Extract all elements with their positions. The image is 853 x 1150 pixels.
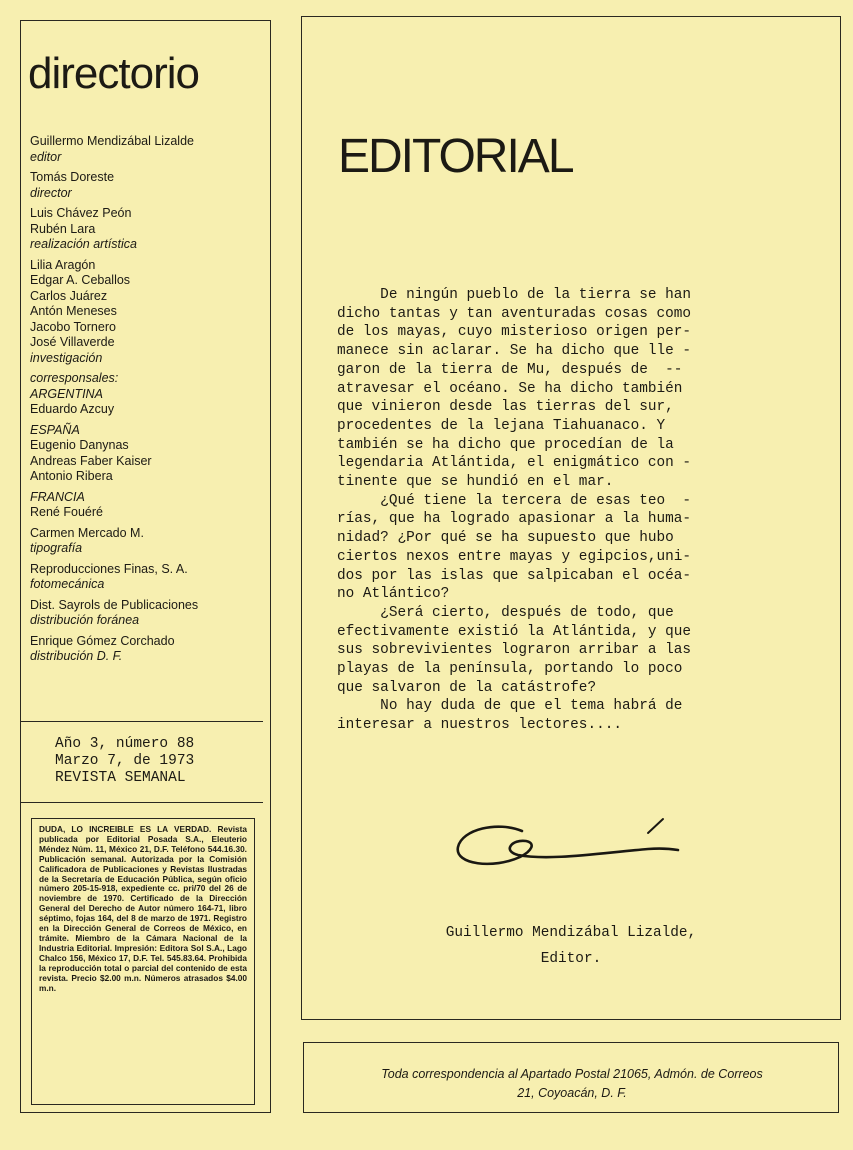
staff-name: Reproducciones Finas, S. A. <box>30 561 188 576</box>
staff-group <box>30 387 264 418</box>
correspondence-line-2: 21, Coyoacán, D. F. <box>517 1086 627 1100</box>
correspondence-text <box>304 1065 840 1103</box>
staff-group <box>30 526 264 557</box>
staff-name: Antón Meneses <box>30 304 117 318</box>
staff-role: investigación <box>30 350 103 365</box>
staff-group <box>30 562 264 593</box>
staff-role: ESPAÑA <box>30 422 80 437</box>
staff-role: distribución D. F. <box>30 649 123 663</box>
staff-name: José Villaverde <box>30 335 115 349</box>
editorial-title: EDITORIAL <box>338 130 573 183</box>
correspondence-line-1: Toda correspondencia al Apartado Postal 21065, Admón. de Correos <box>381 1067 763 1081</box>
staff-name: Antonio Ribera <box>30 469 113 483</box>
staff-role: realización artística <box>30 237 137 251</box>
staff-name: Guillermo Mendizábal Lizalde <box>30 134 194 148</box>
staff-name: Jacobo Tornero <box>30 319 116 334</box>
staff-group <box>30 134 264 165</box>
divider <box>20 802 263 803</box>
staff-group <box>30 371 264 387</box>
staff-group <box>30 170 264 201</box>
staff-name: Luis Chávez Peón <box>30 206 132 220</box>
staff-group <box>30 634 264 665</box>
staff-name: Andreas Faber Kaiser <box>30 453 152 468</box>
staff-name: Dist. Sayrols de Publicaciones <box>30 597 199 612</box>
staff-name: Eduardo Azcuy <box>30 402 115 416</box>
staff-group <box>30 423 264 485</box>
staff-group <box>30 206 264 253</box>
editorial-body: De ningún pueblo de la tierra se han dicho tantas y tan aventuradas cosas como de los mayas, cuyo misterioso origen per- manece sin aclarar. Se ha dicho que lle - garon de la tierra de Mu, después de -- atravesar el océano. Se ha dicho también que vinieron desde las tierras del sur, procedentes de la lejana Tiahuanaco. Y también se ha dicho que procedían de la legendaria Atlántida, el enigmático con - tinente que se hundió en el mar. ¿Qué tiene la tercera de esas teo - rías, que ha logrado apasionar a la huma- nidad? ¿Por qué se ha supuesto que hubo ciertos nexos entre mayas y egipcios,uni- dos por las islas que salpicaban el océa- no Atlántico? ¿Será cierto, después de todo, que efectivamente existió la Atlántida, y que sus sobrevivientes lograron arribar a las playas de la península, portando lo poco que salvaron de la catástrofe? No hay duda de que el tema habrá de interesar a nuestros lectores.... <box>337 287 692 734</box>
correspondence-box <box>303 1042 839 1113</box>
staff-group <box>30 490 264 521</box>
handwritten-signature <box>450 815 680 885</box>
staff-name: Carlos Juárez <box>30 288 108 303</box>
issue-date: Marzo 7, de 1973 <box>55 753 195 769</box>
staff-role: tipografía <box>30 541 83 555</box>
staff-name: Edgar A. Ceballos <box>30 273 131 287</box>
staff-role: fotomecánica <box>30 577 105 591</box>
staff-group <box>30 258 264 367</box>
staff-list <box>30 134 264 670</box>
staff-name: Enrique Gómez Corchado <box>30 633 175 648</box>
staff-group <box>30 598 264 629</box>
signature-name: Guillermo Mendizábal Lizalde, <box>445 925 697 941</box>
staff-name: Carmen Mercado M. <box>30 525 144 540</box>
staff-role: editor <box>30 149 62 164</box>
staff-name: Eugenio Danynas <box>30 438 129 452</box>
issue-frequency: REVISTA SEMANAL <box>55 770 186 786</box>
staff-role: FRANCIA <box>30 489 85 504</box>
directory-title: directorio <box>28 49 199 98</box>
issue-number: Año 3, número 88 <box>55 736 195 752</box>
signature-block <box>406 920 736 972</box>
staff-name: Rubén Lara <box>30 221 96 236</box>
staff-role: ARGENTINA <box>30 386 103 401</box>
staff-role: corresponsales: <box>30 371 119 385</box>
signature-role: Editor. <box>540 951 602 967</box>
divider <box>20 721 263 722</box>
staff-name: Lilia Aragón <box>30 257 96 272</box>
legal-notice-text: DUDA, LO INCREIBLE ES LA VERDAD. Revista publicada por Editorial Posada S.A., Eleuterio Méndez Núm. 11, México 21, D.F. Teléfono 544.16.30. Publicación semanal. Autorizada por la Comisión Calificadora de Publicaciones y Revistas Ilustradas de la Secretaría de Educación Pública, según oficio número 205-15-918, expediente cc. pri/70 del 26 de noviembre de 1970. Certificado de la Dirección General del Derecho de Autor número 164-71, libro séptimo, fojas 164, del 8 de marzo de 1971. Registro en la Dirección General de Correos de México, en trámite. Miembro de la Cámara Nacional de la Industria Editorial. Impresión: Editora Sol S.A., Lago Chalco 156, México 17, D.F. Tel. 545.83.64. Prohibida la reproducción total o parcial del contenido de esta revista. Precio $2.00 m.n. Números atrasados $4.00 m.n. <box>39 824 247 993</box>
issue-info <box>55 736 265 787</box>
staff-name: Tomás Doreste <box>30 170 115 184</box>
staff-role: director <box>30 185 72 200</box>
legal-notice-box <box>31 818 255 1105</box>
staff-name: René Fouéré <box>30 505 103 519</box>
staff-role: distribución foránea <box>30 613 140 627</box>
